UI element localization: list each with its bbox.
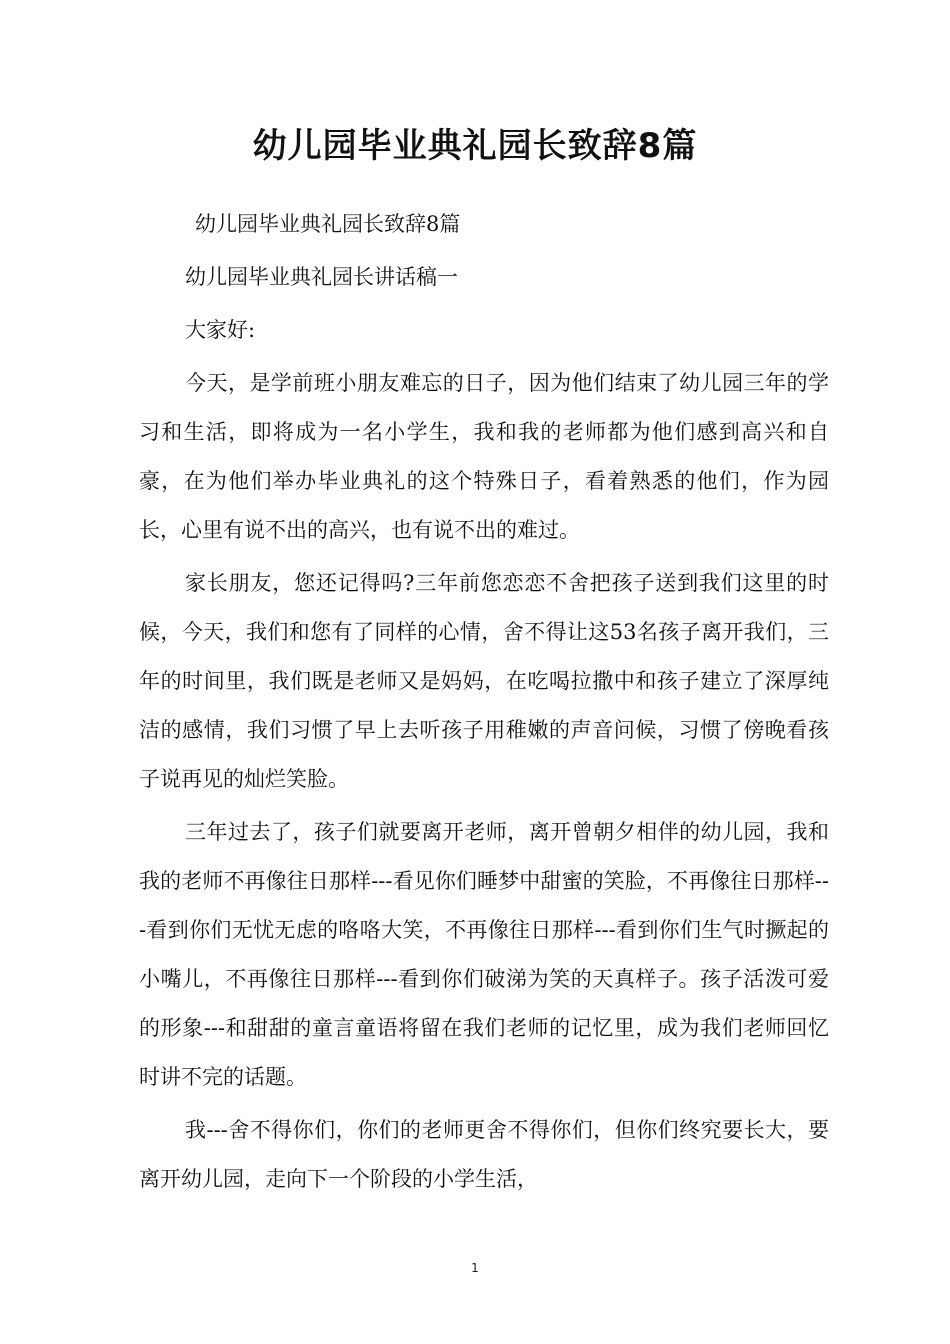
page-number: 1	[471, 1261, 479, 1275]
document-body	[139, 200, 829, 1204]
paragraph: 三年过去了，孩子们就要离开老师，离开曾朝夕相伴的幼儿园，我和我的老师不再像往日那样---看见你们睡梦中甜蜜的笑脸，不再像往日那样---看到你们无忧无虑的咯咯大笑，不再像往日那样---看到你们生气时撅起的小嘴儿，不再像往日那样---看到你们破涕为笑的天真样子。孩子活泼可爱的形象---和甜甜的童言童语将留在我们老师的记忆里，成为我们老师回忆时讲不完的话题。	[139, 820, 829, 1089]
greeting: 大家好:	[185, 318, 256, 342]
paragraph: 家长朋友，您还记得吗?三年前您恋恋不舍把孩子送到我们这里的时候，今天，我们和您有了同样的心情，舍不得让这53名孩子离开我们，三年的时间里，我们既是老师又是妈妈，在吃喝拉撒中和孩子建立了深厚纯洁的感情，我们习惯了早上去听孩子用稚嫩的声音问候，习惯了傍晚看孩子说再见的灿烂笑脸。	[139, 571, 829, 791]
section-heading: 幼儿园毕业典礼园长讲话稿一	[185, 265, 458, 289]
document-subtitle: 幼儿园毕业典礼园长致辞8篇	[195, 212, 461, 236]
paragraph: 今天，是学前班小朋友难忘的日子，因为他们结束了幼儿园三年的学习和生活，即将成为一名小学生，我和我的老师都为他们感到高兴和自豪，在为他们举办毕业典礼的这个特殊日子，看着熟悉的他们，作为园长，心里有说不出的高兴，也有说不出的难过。	[139, 371, 829, 542]
document-title: 幼儿园毕业典礼园长致辞8篇	[252, 126, 698, 166]
paragraph: 我---舍不得你们，你们的老师更舍不得你们，但你们终究要长大，要离开幼儿园，走向下一个阶段的小学生活，	[139, 1118, 829, 1191]
